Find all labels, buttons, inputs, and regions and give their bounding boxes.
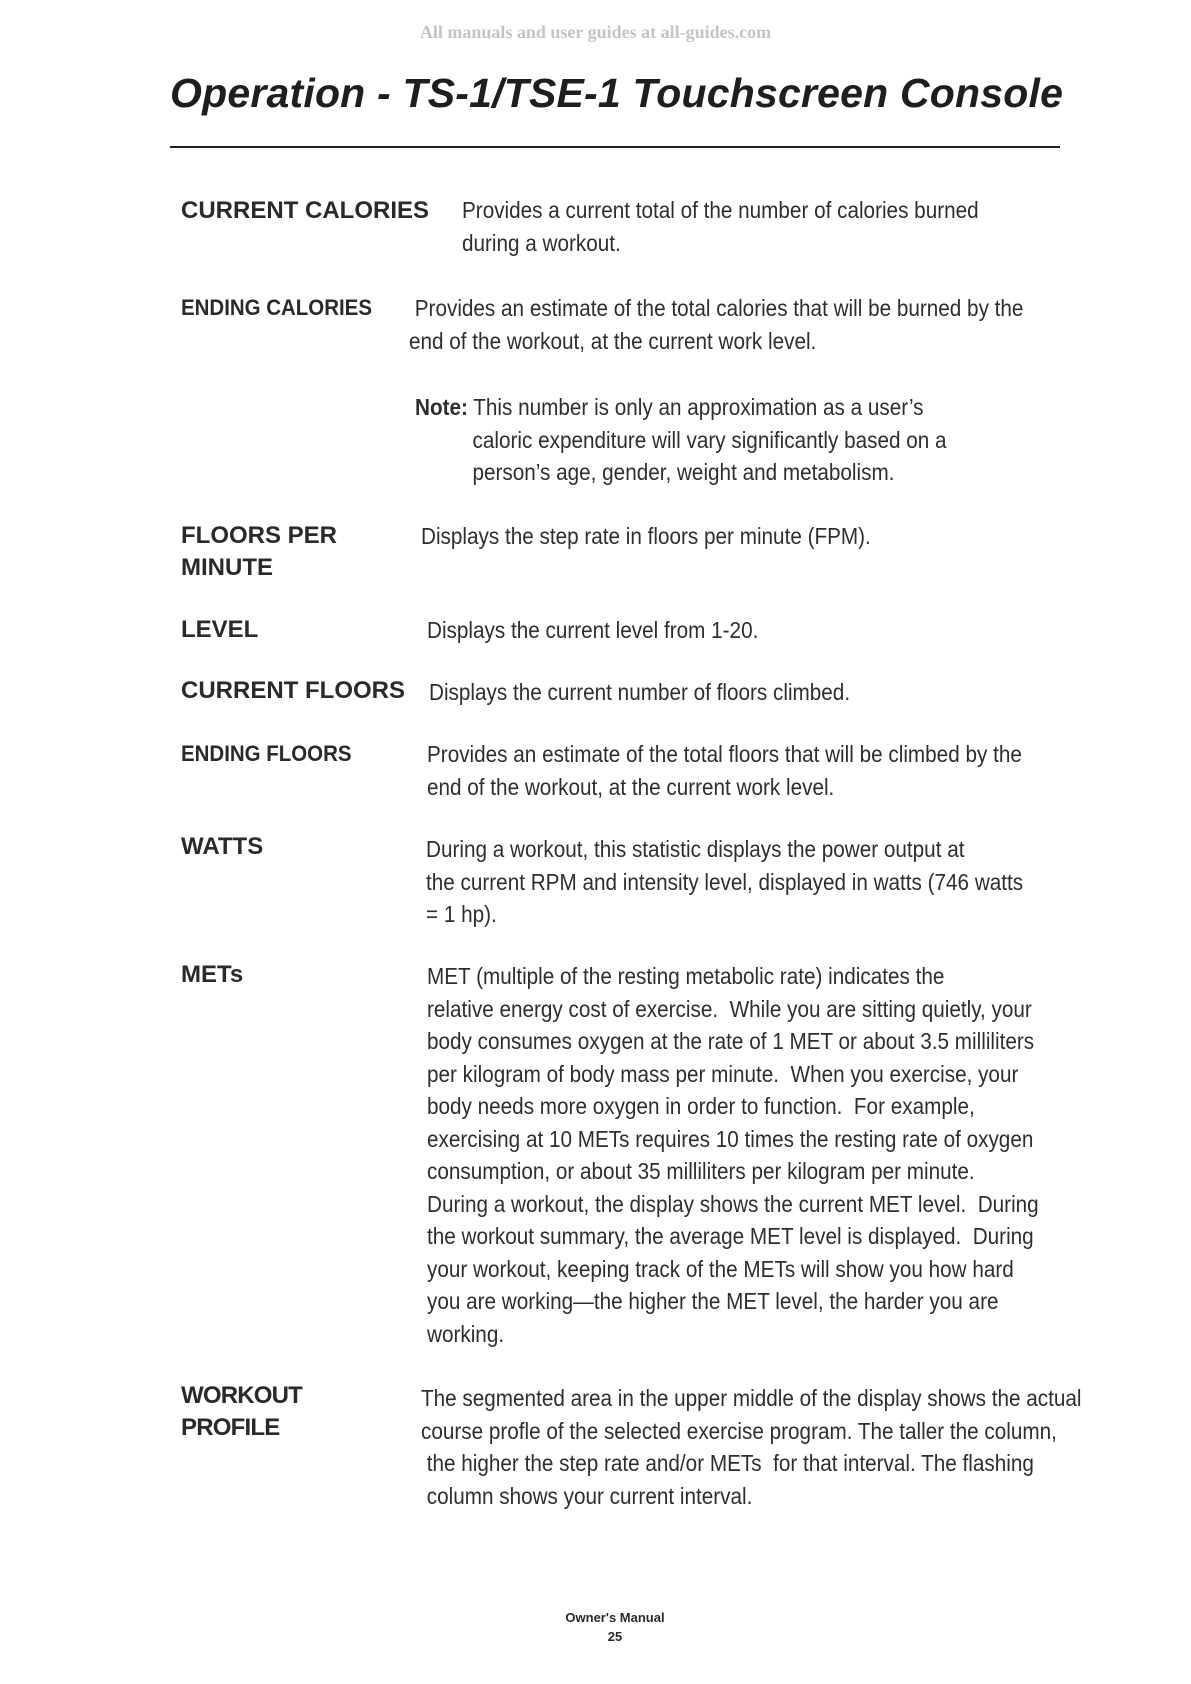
note-block <box>415 391 947 489</box>
term-level: LEVEL <box>181 616 259 643</box>
title-divider <box>170 146 1060 148</box>
term-mets: METs <box>181 961 244 988</box>
desc-mets: MET (multiple of the resting metabolic rate) indicates the relative energy cost of exercise. While you are sitting quietly, your body consumes oxygen at the rate of 1 MET or about 3.5 milliliters per kilogram of body mass per minute. When you exercise, your body needs more oxygen in order to function. For example, exercising at 10 METs requires 10 times the resting rate of oxygen consumption, or about 35 milliliters per kilogram per minute. During a workout, the display shows the current MET level. During the workout summary, the average MET level is displayed. During your workout, keeping track of the METs will show you how hard you are working—the higher the MET level, the harder you are working. <box>427 963 1039 1347</box>
desc-ending-calories: Provides an estimate of the total calories that will be burned by the end of the workout, at the current work level. <box>409 295 1024 354</box>
desc-current-calories: Provides a current total of the number of calories burned during a workout. <box>462 197 979 256</box>
term-current-floors: CURRENT FLOORS <box>181 677 405 704</box>
term-current-calories: CURRENT CALORIES <box>181 197 430 224</box>
desc-level: Displays the current level from 1-20. <box>427 617 759 643</box>
desc-workout-profile: The segmented area in the upper middle of the display shows the actual course profle of the selected exercise program. The taller the column, the higher the step rate and/or METs for that interval. The flashing column shows your current interval. <box>421 1385 1082 1509</box>
footer-page-number: 25 <box>607 1629 623 1644</box>
page-footer <box>0 1608 1191 1646</box>
note-label: Note: <box>415 394 468 420</box>
desc-ending-floors: Provides an estimate of the total floors that will be climbed by the end of the workout, at the current work level. <box>427 741 1022 800</box>
term-workout-profile: WORKOUT PROFILE <box>181 1382 303 1441</box>
term-ending-floors: ENDING FLOORS <box>181 741 352 766</box>
term-ending-calories: ENDING CALORIES <box>181 295 372 320</box>
page-title: Operation - TS-1/TSE-1 Touchscreen Console <box>170 70 1064 116</box>
watermark-text: All manuals and user guides at all-guides.com <box>419 22 772 42</box>
note-text: This number is only an approximation as a user’s caloric expenditure will vary significantly based on a person’s age, gender, weight and metabolism. <box>472 394 947 485</box>
footer-manual-label: Owner's Manual <box>565 1610 665 1625</box>
term-watts: WATTS <box>181 833 264 860</box>
term-floors-per-minute: FLOORS PER MINUTE <box>181 522 338 581</box>
desc-watts: During a workout, this statistic displays the power output at the current RPM and intensity level, displayed in watts (746 watts = 1 hp). <box>426 836 1024 927</box>
desc-current-floors: Displays the current number of floors climbed. <box>429 679 851 705</box>
desc-floors-per-minute: Displays the step rate in floors per minute (FPM). <box>421 523 871 549</box>
